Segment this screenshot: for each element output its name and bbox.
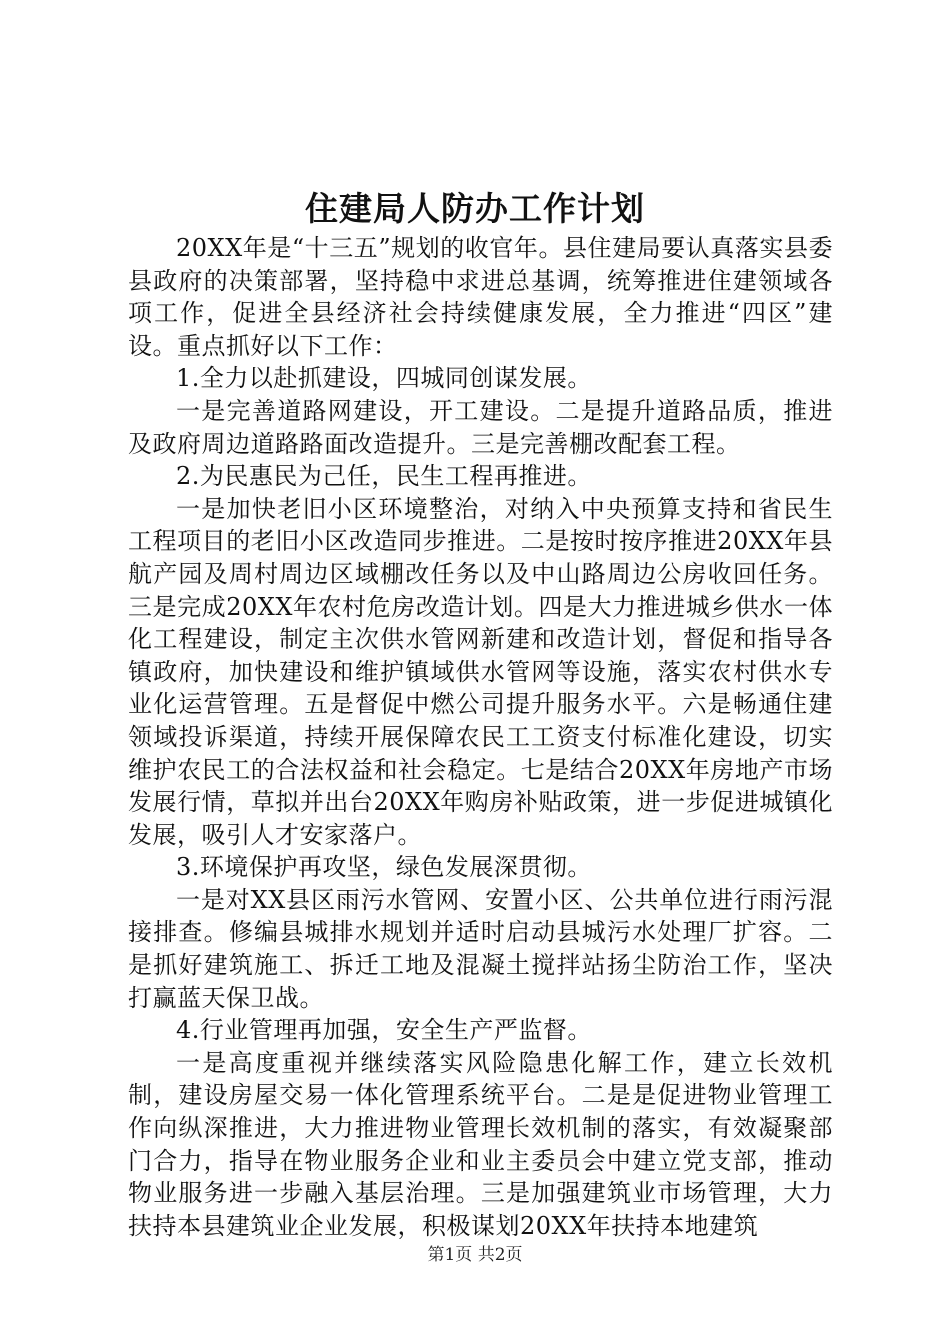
section-body-1: 一是完善道路网建设，开工建设。二是提升道路品质，推进及政府周边道路路面改造提升。三是完善棚改配套工程。 [128, 396, 833, 458]
section-heading-4: 4.行业管理再加强，安全生产严监督。 [176, 1016, 592, 1045]
section-body-4: 一是高度重视并继续落实风险隐患化解工作，建立长效机制，建设房屋交易一体化管理系统平台。二是是促进物业管理工作向纵深推进，大力推进物业管理长效机制的落实，有效凝聚部门合力，指导在物业服务企业和业主委员会中建立党支部，推动物业服务进一步融入基层治理。三是加强建筑业市场管理，大力扶持本县建筑业企业发展，积极谋划20XX年扶持本地建筑 [128, 1048, 833, 1240]
page-number-footer: 第1页 共2页 [427, 1245, 523, 1265]
document-title: 住建局人防办工作计划 [305, 189, 645, 228]
section-heading-2: 2.为民惠民为己任，民生工程再推进。 [176, 462, 592, 491]
intro-paragraph: 20XX年是“十三五”规划的收官年。县住建局要认真落实县委县政府的决策部署，坚持稳中求进总基调，统筹推进住建领域各项工作，促进全县经济社会持续健康发展，全力推进“四区”建设。重点抓好以下工作： [128, 234, 833, 360]
section-heading-1: 1.全力以赴抓建设，四城同创谋发展。 [176, 364, 592, 393]
section-body-2: 一是加快老旧小区环境整治，对纳入中央预算支持和省民生工程项目的老旧小区改造同步推进。二是按时按序推进20XX年县航产园及周村周边区域棚改任务以及中山路周边公房收回任务。三是完成20XX年农村危房改造计划。四是大力推进城乡供水一体化工程建设，制定主次供水管网新建和改造计划，督促和指导各镇政府，加快建设和维护镇域供水管网等设施，落实农村供水专业化运营管理。五是督促中燃公司提升服务水平。六是畅通住建领域投诉渠道，持续开展保障农民工工资支付标准化建设，切实维护农民工的合法权益和社会稳定。七是结合20XX年房地产市场发展行情，草拟并出台20XX年购房补贴政策，进一步促进城镇化发展，吸引人才安家落户。 [128, 494, 833, 849]
document-body [128, 232, 833, 1242]
section-body-3: 一是对XX县区雨污水管网、安置小区、公共单位进行雨污混接排查。修编县城排水规划并适时启动县城污水处理厂扩容。二是抓好建筑施工、拆迁工地及混凝土搅拌站扬尘防治工作，坚决打赢蓝天保卫战。 [128, 885, 833, 1012]
section-heading-3: 3.环境保护再攻坚，绿色发展深贯彻。 [176, 853, 592, 882]
